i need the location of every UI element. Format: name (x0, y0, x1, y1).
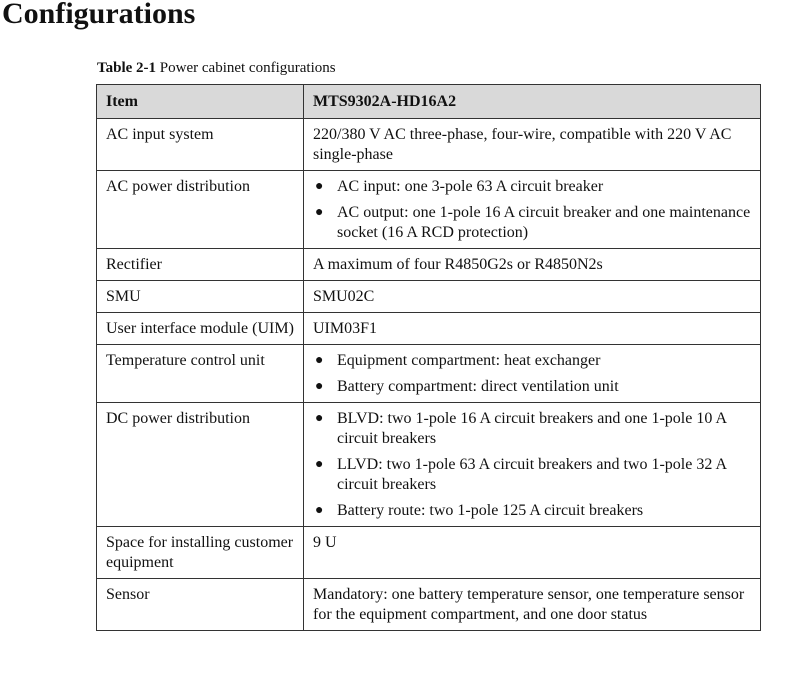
row-value (304, 171, 761, 249)
table-row (97, 403, 761, 527)
row-item: AC input system (97, 119, 304, 171)
row-value (304, 403, 761, 527)
table-caption-text: Power cabinet configurations (159, 60, 336, 76)
list-item: ● AC input: one 3-pole 63 A circuit breaker (315, 178, 604, 195)
bullet-dot-icon: ● (315, 411, 324, 426)
row-item: Temperature control unit (97, 345, 304, 403)
table-caption-label: Table 2-1 (97, 60, 157, 76)
table-header-row (97, 85, 761, 119)
bullet-list (313, 409, 751, 521)
row-item: SMU (97, 281, 304, 313)
row-item: Space for installing customer equipment (97, 527, 304, 579)
table-row (97, 171, 761, 249)
page-title: Configurations (2, 0, 196, 30)
table-row (97, 281, 761, 313)
bullet-list (313, 351, 751, 397)
row-item: DC power distribution (97, 403, 304, 527)
row-value: Mandatory: one battery temperature sensor, one temperature sensor for the equipment compartment, and one door status (304, 579, 761, 631)
header-model: MTS9302A-HD16A2 (304, 85, 761, 119)
row-item: AC power distribution (97, 171, 304, 249)
table-row (97, 119, 761, 171)
row-item: Sensor (97, 579, 304, 631)
list-item: ● Battery route: two 1-pole 125 A circuit breakers (315, 502, 644, 519)
header-item: Item (97, 85, 304, 119)
row-value: 220/380 V AC three-phase, four-wire, compatible with 220 V AC single-phase (304, 119, 761, 171)
table-row (97, 313, 761, 345)
list-item: ● AC output: one 1-pole 16 A circuit breaker and one maintenance socket (16 A RCD protection) (315, 204, 751, 241)
list-item: ● Battery compartment: direct ventilation unit (315, 378, 619, 395)
bullet-dot-icon: ● (315, 379, 324, 394)
row-value: A maximum of four R4850G2s or R4850N2s (304, 249, 761, 281)
list-item: ● LLVD: two 1-pole 63 A circuit breakers and two 1-pole 32 A circuit breakers (315, 456, 727, 493)
list-item: ● BLVD: two 1-pole 16 A circuit breakers and one 1-pole 10 A circuit breakers (315, 410, 727, 447)
row-item: User interface module (UIM) (97, 313, 304, 345)
row-item: Rectifier (97, 249, 304, 281)
bullet-dot-icon: ● (315, 179, 324, 194)
bullet-dot-icon: ● (315, 457, 324, 472)
row-value: 9 U (304, 527, 761, 579)
configurations-table (96, 84, 761, 631)
bullet-dot-icon: ● (315, 353, 324, 368)
table-row (97, 345, 761, 403)
table-row (97, 579, 761, 631)
row-value: UIM03F1 (304, 313, 761, 345)
row-value (304, 345, 761, 403)
bullet-list (313, 177, 751, 243)
table-row (97, 249, 761, 281)
bullet-dot-icon: ● (315, 503, 324, 518)
row-value: SMU02C (304, 281, 761, 313)
table-caption (97, 58, 336, 78)
list-item: ● Equipment compartment: heat exchanger (315, 352, 601, 369)
bullet-dot-icon: ● (315, 205, 324, 220)
table-row (97, 527, 761, 579)
